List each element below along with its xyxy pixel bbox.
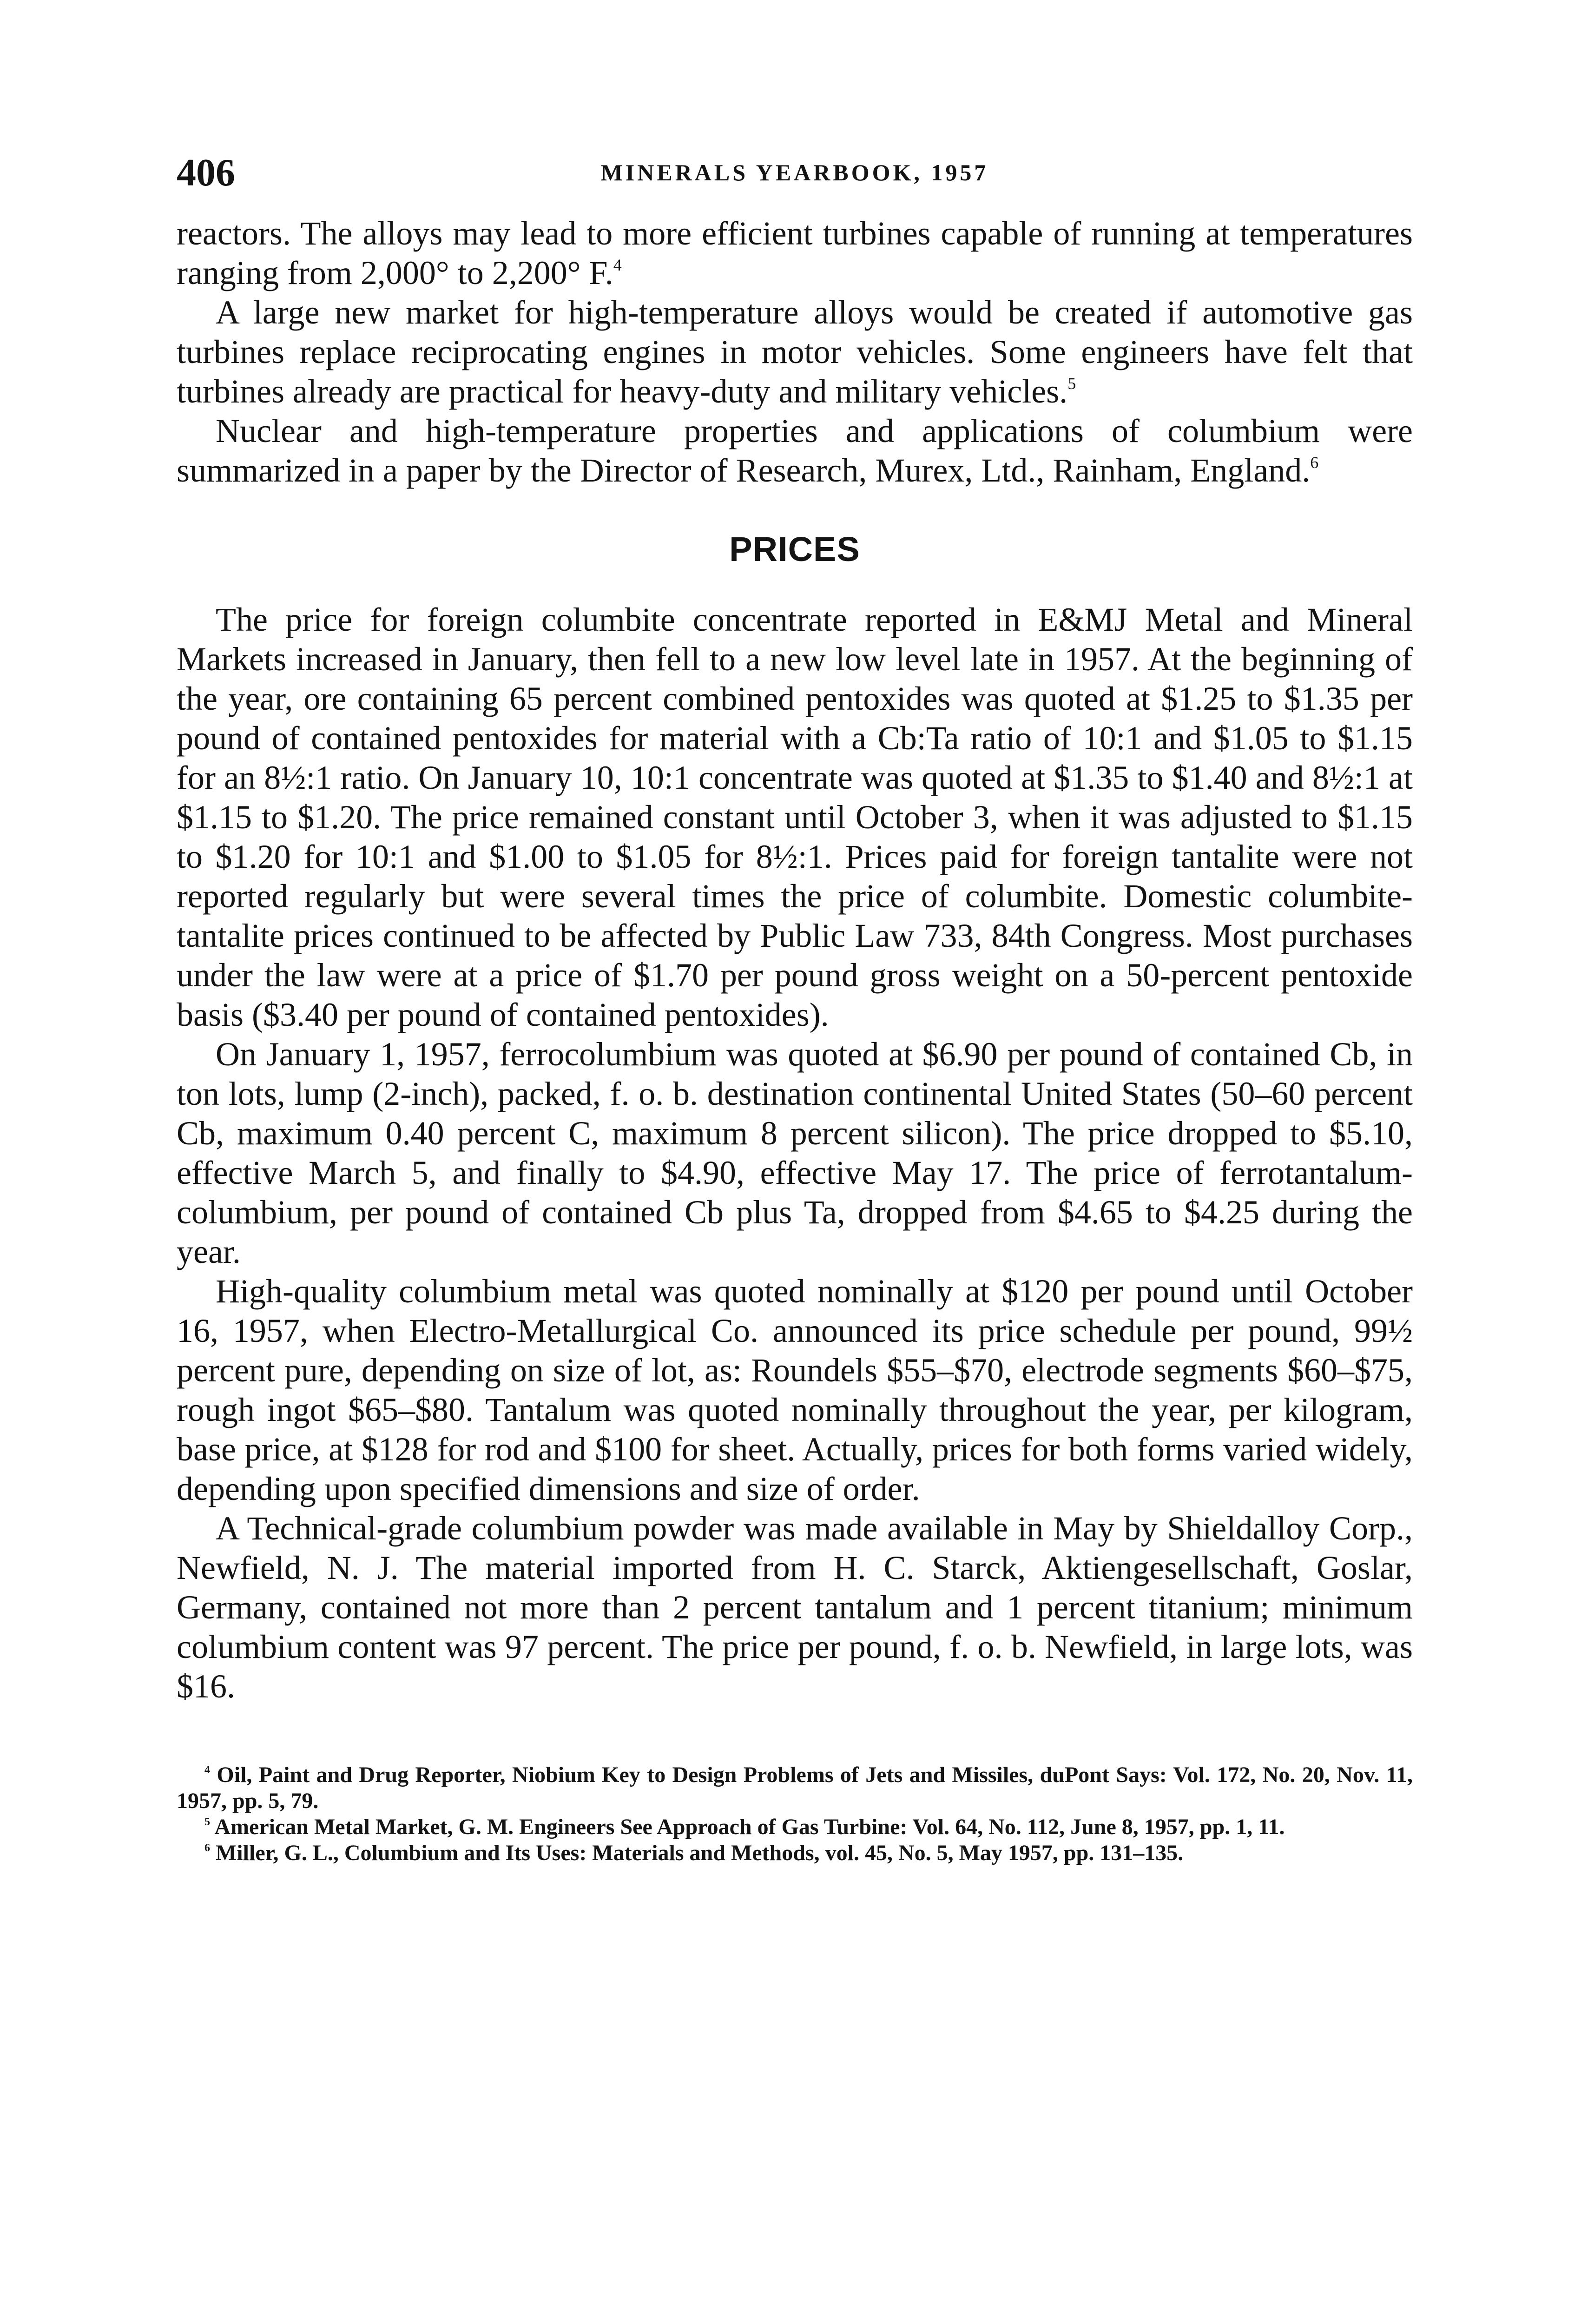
footnote: $^5$ American Metal Market, G. M. Engineers See Approach of Gas Turbine: Vol. 64, No. 112, June 8, 1957, pp. 1, 11. [204, 1815, 1285, 1839]
footnote-marker: 4 [204, 1763, 210, 1776]
paragraph: reactors. The alloys may lead to more efficient turbines capable of running at temperatures ranging from 2,000° to 2,200° F.$^4$ [177, 215, 1413, 291]
paragraph: The price for foreign columbite concentrate reported in E&MJ Metal and Mineral Markets increased in January, then fell to a new low level late in 1957. At the beginning of the year, ore containing 65 percent combined pentoxides was quoted at $1.25 to $1.35 per pound of contained pentoxides for material with a Cb:Ta ratio of 10:1 and $1.05 to $1.15 for an 8½:1 ratio. On January 10, 10:1 concentrate was quoted at $1.35 to $1.40 and 8½:1 at $1.15 to $1.20. The price remained constant until October 3, when it was adjusted to $1.15 to $1.20 for 10:1 and $1.00 to $1.05 for 8½:1. Prices paid for foreign tantalite were not reported regularly but were several times the price of columbite. Domestic columbite-tantalite prices continued to be affected by Public Law 733, 84th Congress. Most purchases under the law were at a price of $1.70 per pound gross weight on a 50-percent pentoxide basis ($3.40 per pound of contained pentoxides). [177, 601, 1413, 1033]
footnote-marker: 6 [204, 1842, 210, 1854]
footnote: $^4$ Oil, Paint and Drug Reporter, Niobium Key to Design Problems of Jets and Missiles, duPont Says: Vol. 172, No. 20, Nov. 11, 1957, pp. 5, 79. [177, 1763, 1413, 1813]
paragraph: A Technical-grade columbium powder was made available in May by Shieldalloy Corp., Newfield, N. J. The material imported from H. C. Starck, Aktiengesellschaft, Goslar, Germany, contained not more than 2 percent tantalum and 1 percent titanium; minimum columbium content was 97 percent. The price per pound, f. o. b. Newfield, in large lots, was $16. [177, 1510, 1413, 1705]
footnote: $^6$ Miller, G. L., Columbium and Its Uses: Materials and Methods, vol. 45, No. 5, May 1957, pp. 131–135. [204, 1841, 1184, 1865]
running-head [177, 139, 1413, 195]
footnotes [177, 1762, 1413, 1866]
running-title: MINERALS YEARBOOK, 1957 [600, 159, 989, 185]
paragraph: High-quality columbium metal was quoted nominally at $120 per pound until October 16, 1957, when Electro-Metallurgical Co. announced its price schedule per pound, 99½ percent pure, depending on size of lot, as: Roundels $55–$70, electrode segments $60–$75, rough ingot $65–$80. Tantalum was quoted nominally throughout the year, per kilogram, base price, at $128 for rod and $100 for sheet. Actually, prices for both forms varied widely, depending upon specified dimensions and size of order. [177, 1273, 1413, 1507]
footnote-ref: 6 [1310, 453, 1319, 472]
document-page [177, 139, 1413, 1866]
page-number: 406 [177, 151, 235, 194]
body-text [177, 214, 1413, 1706]
paragraph: On January 1, 1957, ferrocolumbium was quoted at $6.90 per pound of contained Cb, in ton lots, lump (2-inch), packed, f. o. b. destination continental United States (50–60 percent Cb, maximum 0.40 percent C, maximum 8 percent silicon). The price dropped to $5.10, effective March 5, and finally to $4.90, effective May 17. The price of ferrotantalum-columbium, per pound of contained Cb plus Ta, dropped from $4.65 to $4.25 during the year. [177, 1036, 1413, 1270]
paragraph: Nuclear and high-temperature properties and applications of columbium were summarized in a paper by the Director of Research, Murex, Ltd., Rainham, England.$^6$ [177, 412, 1413, 489]
footnote-ref: 4 [613, 256, 622, 275]
paragraph: A large new market for high-temperature alloys would be created if automotive gas turbines replace reciprocating engines in motor vehicles. Some engineers have felt that turbines already are practical for heavy-duty and military vehicles.$^5$ [177, 294, 1413, 410]
section-heading-prices: PRICES [729, 530, 860, 568]
footnote-marker: 5 [204, 1816, 210, 1828]
footnote-ref: 5 [1067, 374, 1076, 393]
